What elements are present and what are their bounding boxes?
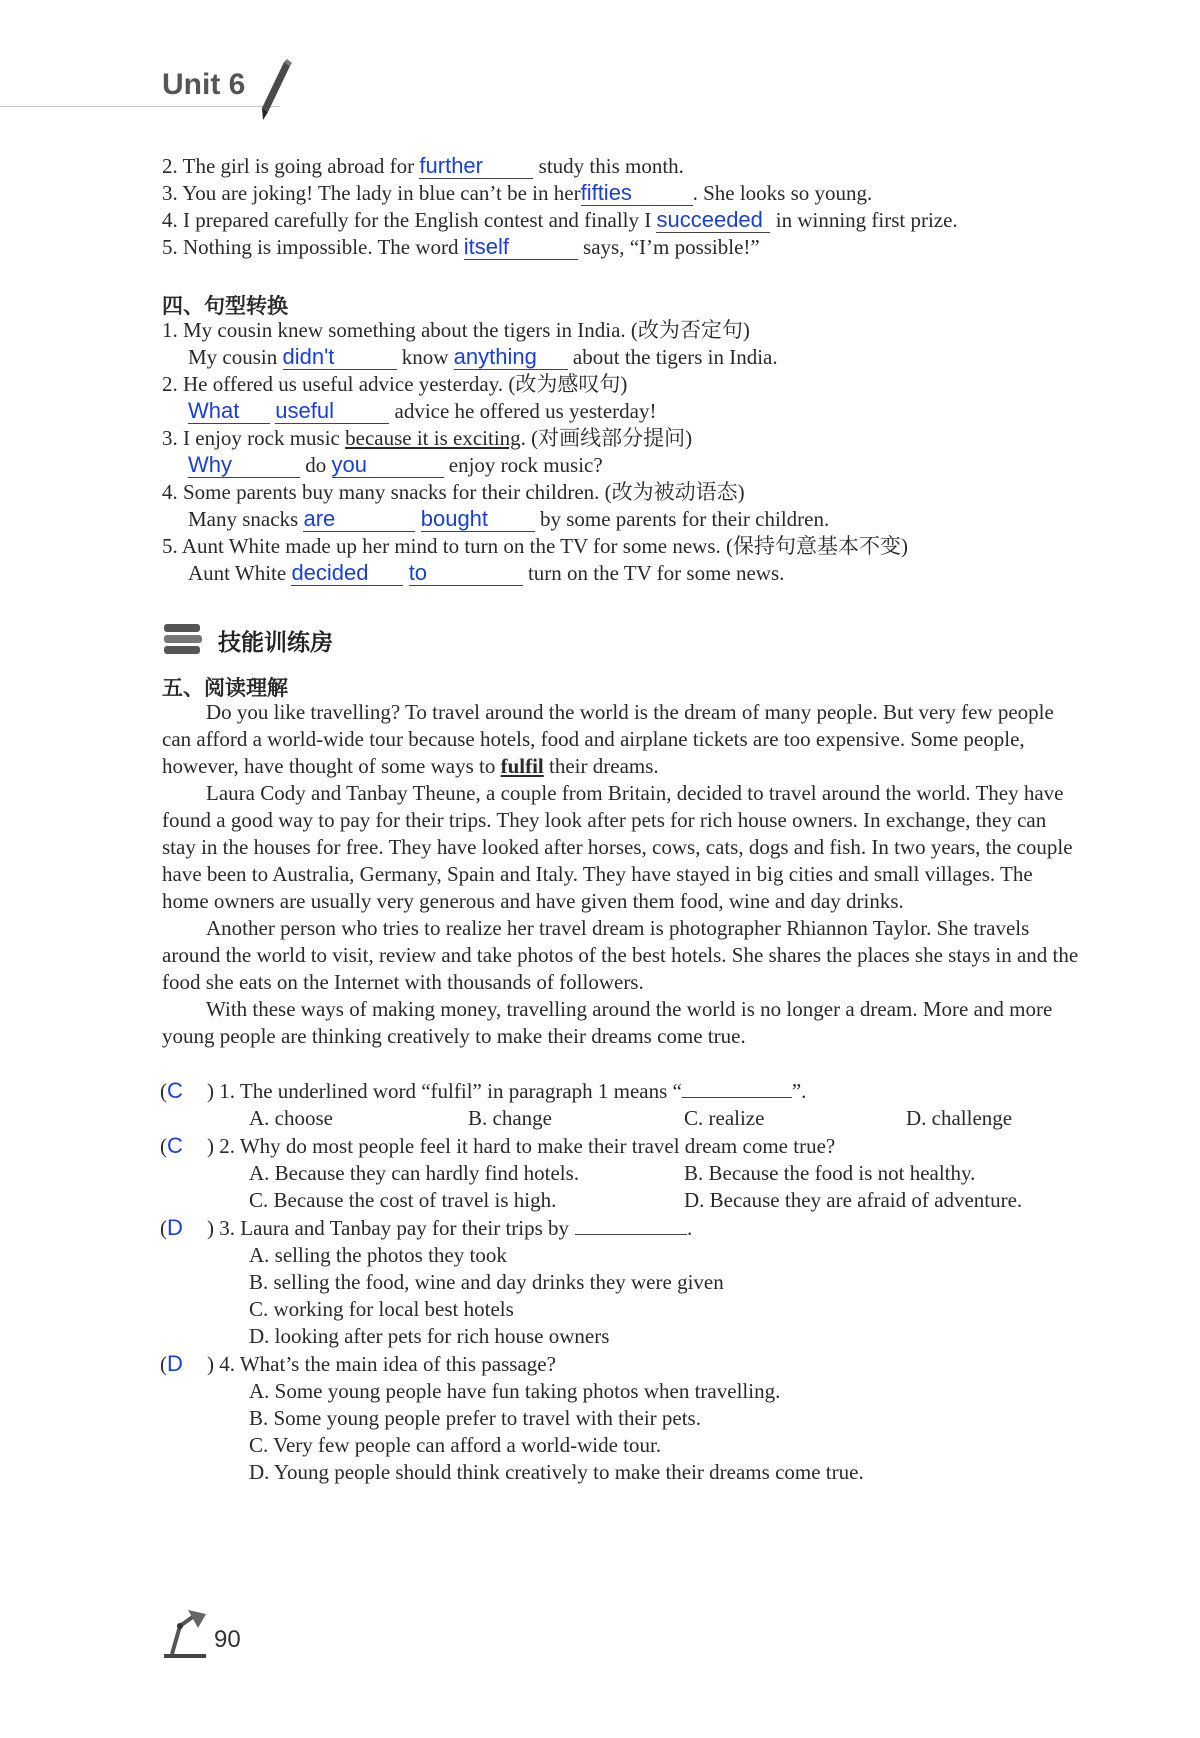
fill-item-5: 5. Nothing is impossible. The word itself says, “I’m possible!” [162, 234, 760, 259]
transform-a2: What useful advice he offered us yesterday! [188, 398, 657, 423]
question-2: (C ) 2. Why do most people feel it hard to make their travel dream come true? [160, 1133, 836, 1158]
q3-option-d: D. looking after pets for rich house owners [249, 1324, 610, 1348]
page-number: 90 [214, 1626, 241, 1653]
fill-item-2: 2. The girl is going abroad for further study this month. [162, 153, 684, 178]
q1-option-b: B. change [468, 1106, 552, 1130]
q4-option-d: D. Young people should think creatively to make their dreams come true. [249, 1460, 864, 1484]
q3-option-c: C. working for local best hotels [249, 1297, 514, 1321]
skills-section-title: 技能训练房 [218, 630, 333, 656]
q2-option-a: A. Because they can hardly find hotels. [249, 1161, 580, 1185]
book-stack-icon [162, 622, 206, 658]
pen-icon [254, 58, 294, 122]
q3-option-b: B. selling the food, wine and day drinks they were given [249, 1270, 724, 1294]
fill-item-3: 3. You are joking! The lady in blue can’t be in herfifties . She looks so young. [162, 180, 873, 205]
answer-blank: to [409, 561, 523, 586]
transform-q3: 3. I enjoy rock music because it is exciting. (对画线部分提问) [162, 426, 693, 450]
choice-answer: C [167, 1133, 183, 1158]
passage-paragraph-2: Laura Cody and Tanbay Theune, a couple from Britain, decided to travel around the world. They have found a good way to pay for their trips. They look after pets for rich house owners. In exchange, they can stay in the houses for free. They have looked after horses, cows, cats, dogs and fish. In two years, the couple have been to Australia, Germany, Spain and Italy. They have stayed in big cities and small villages. The home owners are usually very generous and have given them food, wine and day drinks. [162, 781, 1073, 913]
choice-answer: D [167, 1351, 183, 1376]
transform-a1: My cousin didn't know anything about the tigers in India. [188, 344, 778, 369]
section-4-title: 四、句型转换 [162, 294, 288, 318]
q4-option-c: C. Very few people can afford a world-wide tour. [249, 1433, 662, 1457]
answer-blank: you [332, 453, 444, 478]
answer-blank: succeeded [656, 208, 770, 233]
transform-q5: 5. Aunt White made up her mind to turn on the TV for some news. (保持句意基本不变) [162, 534, 908, 558]
q1-option-a: A. choose [249, 1106, 333, 1130]
answer-blank: are [303, 507, 415, 532]
desk-lamp-icon [158, 1606, 212, 1660]
section-5-title: 五、阅读理解 [162, 676, 288, 700]
q2-option-d: D. Because they are afraid of adventure. [684, 1188, 1023, 1212]
fill-item-4: 4. I prepared carefully for the English contest and finally I succeeded in winning first prize. [162, 207, 958, 232]
unit-title: Unit 6 [162, 68, 246, 101]
q4-option-b: B. Some young people prefer to travel with their pets. [249, 1406, 701, 1430]
transform-q4: 4. Some parents buy many snacks for their children. (改为被动语态) [162, 480, 745, 504]
transform-a4: Many snacks are bought by some parents for their children. [188, 506, 830, 531]
transform-a3: Why do you enjoy rock music? [188, 452, 603, 477]
answer-blank: bought [421, 507, 535, 532]
answer-blank: fifties [581, 181, 693, 206]
answer-blank: didn't [283, 345, 397, 370]
answer-blank: decided [291, 561, 403, 586]
answer-blank: Why [188, 453, 300, 478]
question-3: (D ) 3. Laura and Tanbay pay for their trips by . [160, 1215, 693, 1240]
q2-option-b: B. Because the food is not healthy. [684, 1161, 976, 1185]
passage-paragraph-3: Another person who tries to realize her travel dream is photographer Rhiannon Taylor. She travels around the world to visit, review and take photos of the best hotels. She shares the places she stays in and the food she eats on the Internet with thousands of followers. [162, 916, 1079, 994]
answer-blank: itself [464, 235, 578, 260]
q2-option-c: C. Because the cost of travel is high. [249, 1188, 557, 1212]
transform-q1: 1. My cousin knew something about the tigers in India. (改为否定句) [162, 318, 750, 342]
passage-paragraph-4: With these ways of making money, travelling around the world is no longer a dream. More and more young people are thinking creatively to make their dreams come true. [162, 997, 1053, 1048]
transform-a5: Aunt White decided to turn on the TV for some news. [188, 560, 785, 585]
answer-blank: further [419, 154, 533, 179]
choice-answer: D [167, 1215, 183, 1240]
answer-blank: What [188, 399, 270, 424]
q1-option-c: C. realize [684, 1106, 765, 1130]
choice-answer: C [167, 1078, 183, 1103]
q4-option-a: A. Some young people have fun taking photos when travelling. [249, 1379, 781, 1403]
passage-paragraph-1: Do you like travelling? To travel around the world is the dream of many people. But very few people can afford a world-wide tour because hotels, food and airplane tickets are too expensive. Some people, however, have thought of some ways to fulfil their dreams. [162, 700, 1054, 778]
question-1: (C ) 1. The underlined word “fulfil” in paragraph 1 means “ ”. [160, 1078, 807, 1103]
q3-option-a: A. selling the photos they took [249, 1243, 507, 1267]
question-4: (D ) 4. What’s the main idea of this passage? [160, 1351, 556, 1376]
answer-blank: useful [275, 399, 389, 424]
header-divider [0, 106, 280, 107]
q1-option-d: D. challenge [906, 1106, 1013, 1130]
reading-passage [162, 699, 1082, 1050]
underlined-word: fulfil [500, 754, 544, 778]
answer-blank: anything [454, 345, 568, 370]
transform-q2: 2. He offered us useful advice yesterday. (改为感叹句) [162, 372, 628, 396]
